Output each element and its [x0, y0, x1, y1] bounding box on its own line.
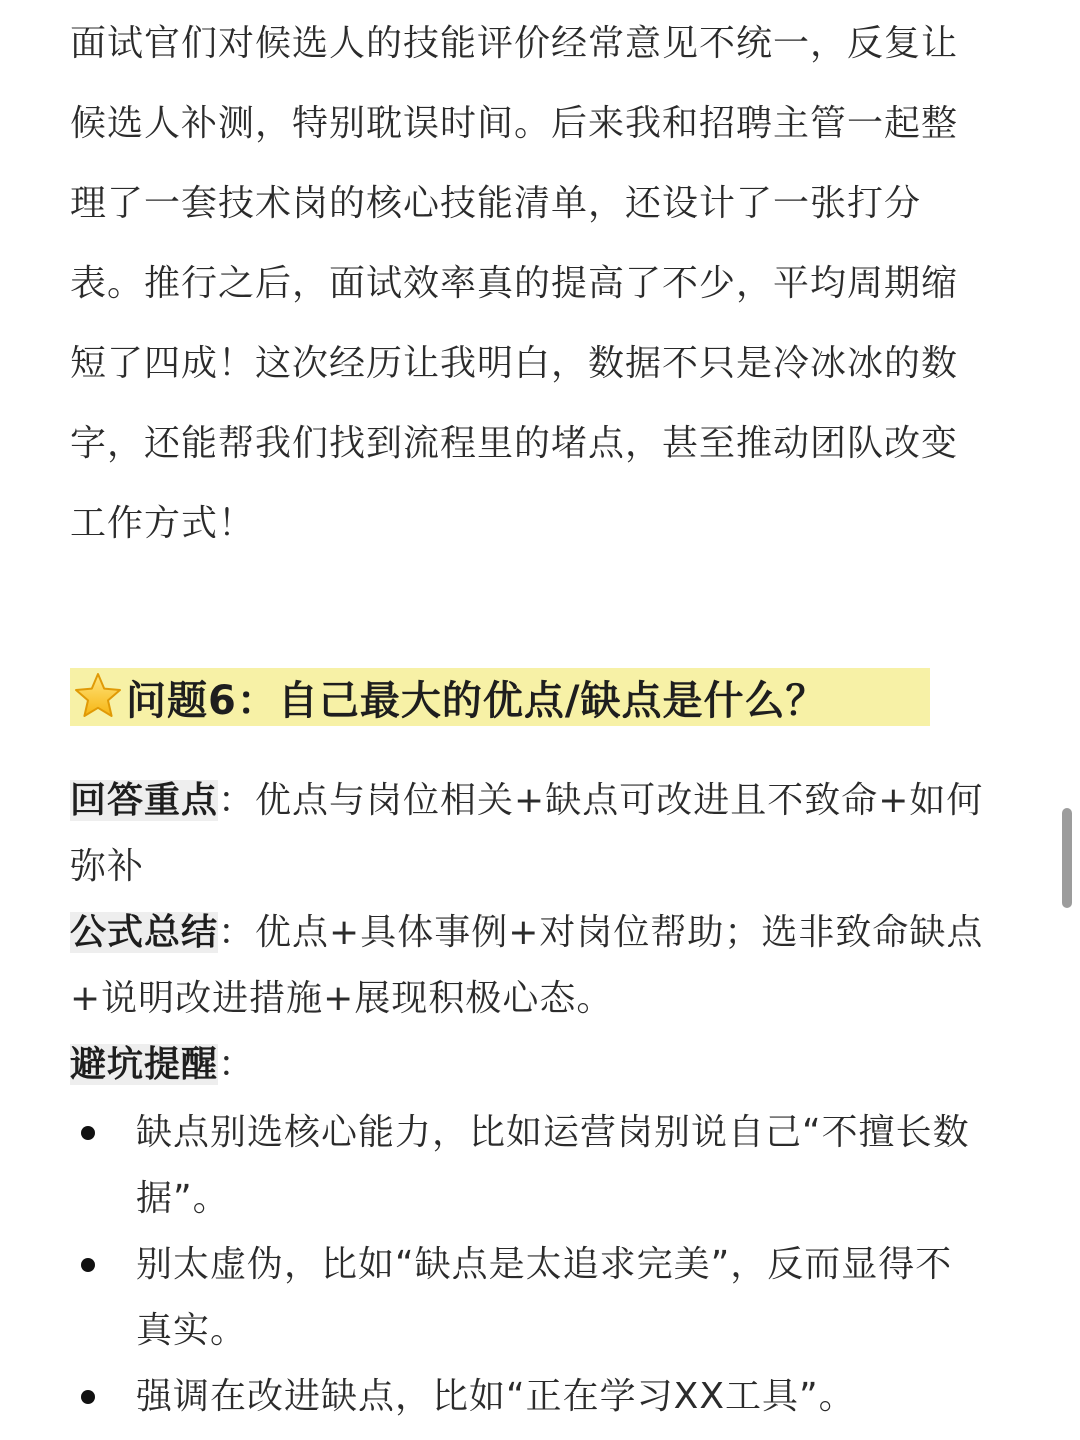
star-icon [70, 669, 126, 725]
paragraph-line: 字，还能帮我们找到流程里的堵点，甚至推动团队改变 [70, 423, 959, 464]
formula-block [70, 900, 1010, 1032]
bullet-icon [81, 1258, 95, 1272]
label-separator: ： [218, 912, 256, 953]
bullet-icon [81, 1390, 95, 1404]
paragraph-line: 面试官们对候选人的技能评价经常意见不统一，反复让 [70, 23, 959, 64]
list-item-text: 缺点别选核心能力，比如运营岗别说自己“不擅长数 [136, 1112, 970, 1153]
list-item [70, 1100, 1030, 1232]
bullet-icon [81, 1126, 95, 1140]
answer-focus-block [70, 768, 1010, 900]
paragraph-line: 候选人补测，特别耽误时间。后来我和招聘主管一起整 [70, 103, 959, 144]
list-item-text: 据”。 [136, 1178, 230, 1219]
answer-focus-text: 优点与岗位相关+缺点可改进且不致命+如何 [255, 780, 984, 821]
paragraph-line: 理了一套技术岗的核心技能清单，还设计了一张打分 [70, 183, 922, 224]
list-item-text: 真实。 [136, 1310, 248, 1351]
paragraph-line: 工作方式！ [70, 503, 256, 544]
label-separator: ： [218, 1044, 256, 1085]
section-heading [70, 668, 930, 726]
scrollbar[interactable] [1062, 808, 1072, 908]
formula-text: 优点+具体事例+对岗位帮助；选非致命缺点 [255, 912, 984, 953]
pitfalls-label: 避坑提醒 [70, 1044, 219, 1085]
intro-paragraph [70, 4, 1010, 564]
list-item [70, 1364, 1030, 1430]
paragraph-line: 短了四成！这次经历让我明白，数据不只是冷冰冰的数 [70, 343, 959, 384]
answer-focus-label: 回答重点 [70, 780, 219, 821]
answer-focus-text: 弥补 [70, 846, 145, 887]
pitfalls-list [70, 1100, 1030, 1430]
list-item [70, 1232, 1030, 1364]
list-item-text: 别太虚伪，比如“缺点是太追求完美”，反而显得不 [136, 1244, 953, 1285]
paragraph-line: 表。推行之后，面试效率真的提高了不少，平均周期缩 [70, 263, 959, 304]
list-item-text: 强调在改进缺点，比如“正在学习XX工具”。 [136, 1376, 856, 1417]
formula-label: 公式总结 [70, 912, 219, 953]
pitfalls-heading [70, 1032, 1010, 1098]
label-separator: ： [218, 780, 256, 821]
formula-text: +说明改进措施+展现积极心态。 [70, 978, 614, 1019]
section-title: 问题6：自己最大的优点/缺点是什么？ [126, 677, 827, 724]
